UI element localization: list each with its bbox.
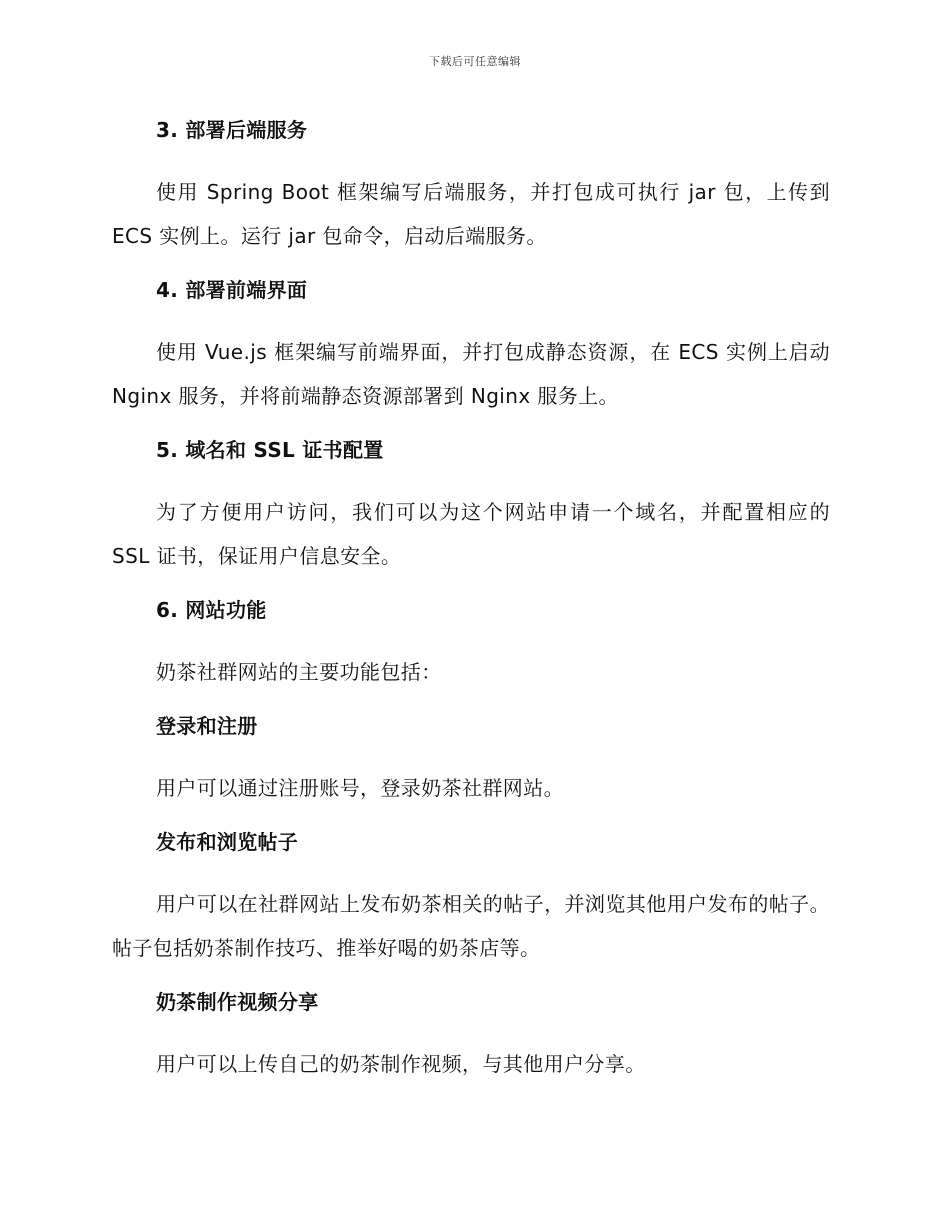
paragraph-site-features: 奶茶社群网站的主要功能包括： (156, 660, 442, 684)
paragraph-posts: 用户可以在社群网站上发布奶茶相关的帖子，并浏览其他用户发布的帖子。帖子包括奶茶制作技巧、推举好喝的奶茶店等。 (112, 892, 830, 960)
paragraph-video-share: 用户可以上传自己的奶茶制作视频，与其他用户分享。 (156, 1052, 646, 1076)
section-heading-domain-ssl: 5. 域名和 SSL 证书配置 (156, 438, 384, 462)
paragraph-deploy-backend: 使用 Spring Boot 框架编写后端服务，并打包成可执行 jar 包，上传到 ECS 实例上。运行 jar 包命令，启动后端服务。 (112, 180, 830, 248)
section-heading-deploy-backend: 3. 部署后端服务 (156, 118, 308, 142)
page-header: 下载后可任意编辑 (429, 55, 521, 68)
feature-heading-login-register: 登录和注册 (156, 714, 258, 738)
feature-heading-posts: 发布和浏览帖子 (156, 830, 299, 854)
paragraph-deploy-frontend: 使用 Vue.js 框架编写前端界面，并打包成静态资源，在 ECS 实例上启动 Nginx 服务，并将前端静态资源部署到 Nginx 服务上。 (112, 340, 830, 408)
feature-heading-video-share: 奶茶制作视频分享 (156, 990, 319, 1014)
paragraph-login-register: 用户可以通过注册账号，登录奶茶社群网站。 (156, 776, 564, 800)
section-heading-deploy-frontend: 4. 部署前端界面 (156, 278, 308, 302)
document-body (112, 112, 830, 1100)
paragraph-domain-ssl: 为了方便用户访问，我们可以为这个网站申请一个域名，并配置相应的 SSL 证书，保证用户信息安全。 (112, 500, 830, 568)
section-heading-site-features: 6. 网站功能 (156, 598, 267, 622)
